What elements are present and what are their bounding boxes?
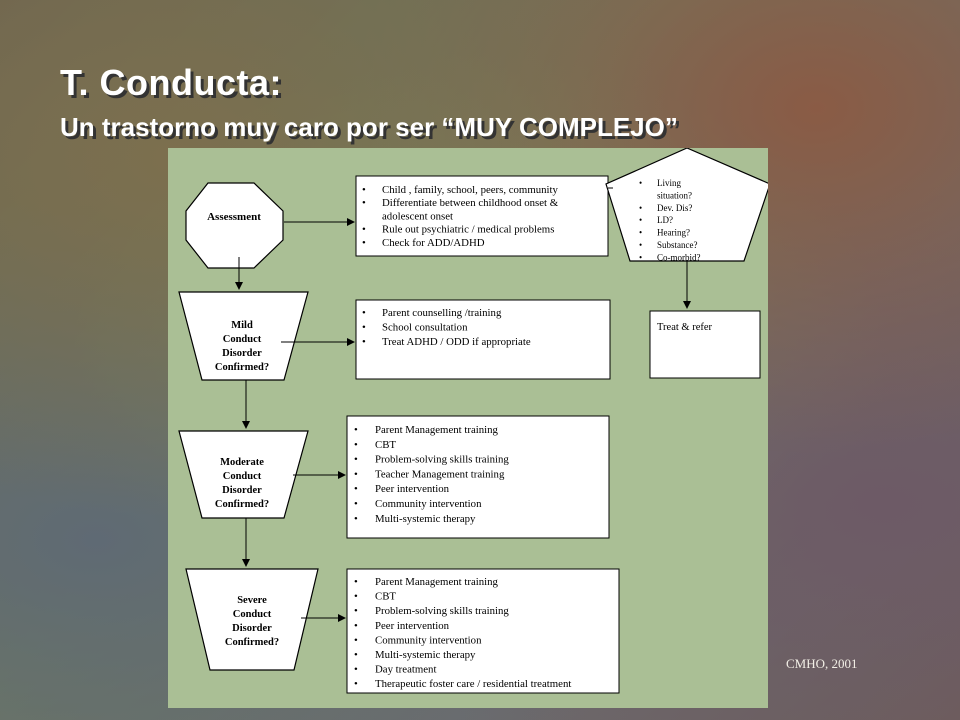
- moderate-list-bullet: •: [354, 468, 358, 481]
- assessment-list-bullet: •: [362, 236, 366, 249]
- severe-list-bullet: •: [354, 649, 358, 661]
- severe-line-2: Conduct: [232, 609, 272, 620]
- mild-list-bullet: •: [362, 321, 366, 334]
- moderate-list-bullet: •: [354, 498, 358, 510]
- pentagon-list-item: Dev. Dis?: [657, 202, 693, 213]
- moderate-list-bullet: •: [354, 438, 358, 451]
- pentagon-list-bullet: •: [639, 240, 643, 250]
- slide-title: T. Conducta:: [60, 62, 282, 103]
- assessment-label: Assessment: [207, 211, 261, 223]
- slide-subtitle: Un trastorno muy caro por ser “MUY COMPLEJO”: [60, 112, 678, 142]
- source-credit: CMHO, 2001: [786, 656, 858, 671]
- severe-list-item: Community intervention: [375, 634, 482, 647]
- assessment-node: [186, 183, 283, 268]
- assessment-list-item: Child , family, school, peers, community: [382, 184, 558, 196]
- severe-line-1: Severe: [237, 595, 267, 606]
- mild-list-bullet: •: [362, 336, 366, 348]
- severe-list-bullet: •: [354, 605, 358, 618]
- pentagon-list-item: Hearing?: [657, 227, 690, 238]
- mild-line-3: Disorder: [222, 348, 262, 359]
- moderate-box: [347, 416, 609, 538]
- moderate-line-2: Conduct: [222, 471, 262, 482]
- pentagon-list-item: situation?: [657, 190, 692, 201]
- severe-list-item: Day treatment: [375, 663, 437, 676]
- severe-list-item: Multi-systemic therapy: [375, 649, 476, 661]
- pentagon-list-bullet: •: [639, 252, 643, 263]
- severe-list-bullet: •: [354, 678, 358, 691]
- severe-line-4: Confirmed?: [224, 637, 280, 648]
- moderate-node: [179, 431, 308, 518]
- severe-list-bullet: •: [354, 576, 358, 588]
- mild-list-item: School consultation: [382, 321, 468, 334]
- pentagon-list-bullet: •: [639, 202, 643, 213]
- moderate-list-bullet: •: [354, 512, 358, 525]
- moderate-list-bullet: •: [354, 453, 358, 466]
- severe-list-item: Therapeutic foster care / residential treatment: [375, 678, 572, 691]
- moderate-list-item: Teacher Management training: [375, 468, 505, 481]
- pentagon-list-item: LD?: [657, 215, 673, 226]
- assessment-list-bullet: •: [362, 223, 366, 236]
- mild-box: [356, 300, 610, 379]
- mild-list-bullet: •: [362, 307, 366, 319]
- moderate-list-item: Peer intervention: [375, 483, 450, 496]
- moderate-list-bullet: •: [354, 483, 358, 496]
- pentagon-list-bullet: •: [639, 178, 643, 188]
- pentagon-list-item: Living: [657, 178, 681, 188]
- moderate-list-item: CBT: [375, 438, 396, 451]
- mild-list-item: Treat ADHD / ODD if appropriate: [382, 336, 531, 348]
- mild-line-4: Confirmed?: [214, 362, 270, 373]
- moderate-line-4: Confirmed?: [214, 499, 270, 510]
- pentagon-list-item: Co-morbid?: [657, 252, 701, 263]
- differential-pentagon: [606, 148, 768, 262]
- pentagon-list-item: Substance?: [657, 240, 698, 250]
- assessment-list-bullet: •: [362, 184, 366, 196]
- mild-line-1: Mild: [231, 320, 253, 331]
- treat-refer-box: [650, 311, 760, 378]
- mild-node: [179, 292, 308, 380]
- moderate-line-1: Moderate: [220, 457, 264, 468]
- treat-refer-label: Treat & refer: [657, 322, 713, 333]
- severe-node: [186, 569, 318, 670]
- mild-list-item: Parent counselling /training: [382, 307, 502, 319]
- assessment-box: [356, 176, 608, 256]
- severe-list-item: CBT: [375, 590, 396, 603]
- moderate-list-bullet: •: [354, 424, 358, 436]
- severe-list-bullet: •: [354, 619, 358, 632]
- severe-list-bullet: •: [354, 590, 358, 603]
- assessment-list-item: adolescent onset: [382, 210, 454, 223]
- severe-list-item: Peer intervention: [375, 619, 450, 632]
- moderate-list-item: Problem-solving skills training: [375, 453, 509, 466]
- severe-line-3: Disorder: [232, 623, 272, 634]
- moderate-list-item: Multi-systemic therapy: [375, 512, 476, 525]
- moderate-list-item: Parent Management training: [375, 424, 498, 436]
- flowchart: [168, 148, 768, 708]
- assessment-list-item: Differentiate between childhood onset &: [382, 197, 559, 210]
- assessment-list-item: Rule out psychiatric / medical problems: [382, 223, 555, 236]
- severe-list-bullet: •: [354, 634, 358, 647]
- pentagon-list-bullet: •: [639, 227, 643, 238]
- moderate-line-3: Disorder: [222, 485, 262, 496]
- severe-list-item: Parent Management training: [375, 576, 498, 588]
- moderate-list-item: Community intervention: [375, 498, 482, 510]
- mild-line-2: Conduct: [222, 334, 262, 345]
- assessment-list-item: Check for ADD/ADHD: [382, 236, 485, 249]
- assessment-list-bullet: •: [362, 197, 366, 210]
- pentagon-list-bullet: •: [639, 215, 643, 226]
- severe-list-bullet: •: [354, 663, 358, 676]
- flowchart-panel: [168, 148, 768, 708]
- severe-list-item: Problem-solving skills training: [375, 605, 509, 618]
- severe-box: [347, 569, 619, 693]
